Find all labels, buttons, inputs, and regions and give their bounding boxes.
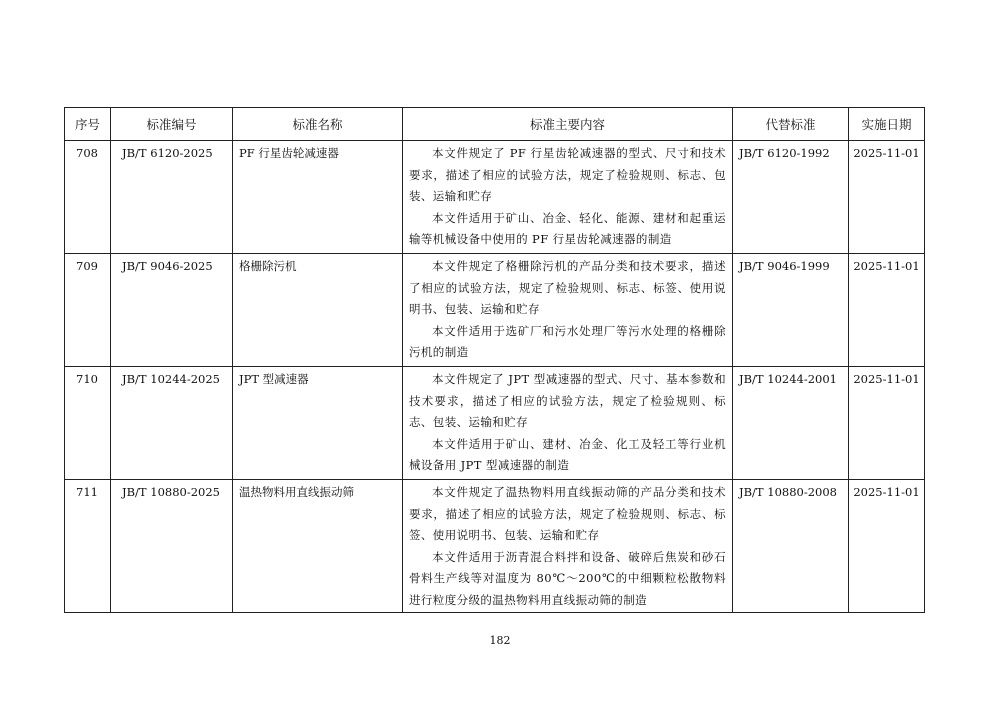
header-code: 标准编号: [111, 108, 233, 141]
row-content: [403, 254, 733, 367]
row-content: [403, 480, 733, 613]
row-standard-name: 温热物料用直线振动筛: [233, 480, 403, 613]
row-standard-code: JB/T 6120-2025: [111, 141, 233, 254]
row-content: [403, 141, 733, 254]
header-row: [65, 108, 925, 141]
header-name: 标准名称: [233, 108, 403, 141]
row-standard-code: JB/T 9046-2025: [111, 254, 233, 367]
row-seq: 710: [65, 367, 111, 480]
content-paragraph: 本文件规定了格栅除污机的产品分类和技术要求，描述了相应的试验方法，规定了检验规则、标志、标签、使用说明书、包装、运输和贮存: [409, 259, 726, 317]
content-paragraph: 本文件规定了 PF 行星齿轮减速器的型式、尺寸和技术要求，描述了相应的试验方法，规定了检验规则、标志、包装、运输和贮存: [409, 146, 726, 204]
content-paragraph: 本文件适用于选矿厂和污水处理厂等污水处理的格栅除污机的制造: [409, 323, 726, 360]
standards-table: [64, 107, 925, 613]
row-seq: 711: [65, 480, 111, 613]
content-paragraph: 本文件适用于矿山、冶金、轻化、能源、建材和起重运输等机械设备中使用的 PF 行星齿轮减速器的制造: [409, 210, 726, 247]
content-paragraph: 本文件规定了 JPT 型减速器的型式、尺寸、基本参数和技术要求，描述了相应的试验方法，规定了检验规则、标志、包装、运输和贮存: [409, 372, 726, 430]
content-paragraph: 本文件适用于沥青混合料拌和设备、破碎后焦炭和砂石骨料生产线等对温度为 80℃～200℃的中细颗粒松散物料进行粒度分级的温热物料用直线振动筛的制造: [409, 549, 726, 607]
row-standard-name: JPT 型减速器: [233, 367, 403, 480]
row-seq: 709: [65, 254, 111, 367]
row-content: [403, 367, 733, 480]
table-row: [65, 254, 925, 367]
table-row: [65, 141, 925, 254]
row-seq: 708: [65, 141, 111, 254]
table-row: [65, 367, 925, 480]
row-date: 2025-11-01: [849, 141, 925, 254]
row-date: 2025-11-01: [849, 254, 925, 367]
content-paragraph: 本文件规定了温热物料用直线振动筛的产品分类和技术要求，描述了相应的试验方法，规定了检验规则、标志、标签、使用说明书、包装、运输和贮存: [409, 485, 726, 543]
row-standard-code: JB/T 10244-2025: [111, 367, 233, 480]
row-replaces: JB/T 6120-1992: [733, 141, 849, 254]
header-seq: 序号: [65, 108, 111, 141]
header-content: 标准主要内容: [403, 108, 733, 141]
row-standard-name: 格栅除污机: [233, 254, 403, 367]
row-date: 2025-11-01: [849, 480, 925, 613]
page-number: 182: [489, 634, 511, 647]
row-standard-name: PF 行星齿轮减速器: [233, 141, 403, 254]
row-replaces: JB/T 10244-2001: [733, 367, 849, 480]
header-date: 实施日期: [849, 108, 925, 141]
table-row: [65, 480, 925, 613]
row-standard-code: JB/T 10880-2025: [111, 480, 233, 613]
content-paragraph: 本文件适用于矿山、建材、冶金、化工及轻工等行业机械设备用 JPT 型减速器的制造: [409, 436, 726, 473]
header-replaces: 代替标准: [733, 108, 849, 141]
row-date: 2025-11-01: [849, 367, 925, 480]
row-replaces: JB/T 10880-2008: [733, 480, 849, 613]
row-replaces: JB/T 9046-1999: [733, 254, 849, 367]
